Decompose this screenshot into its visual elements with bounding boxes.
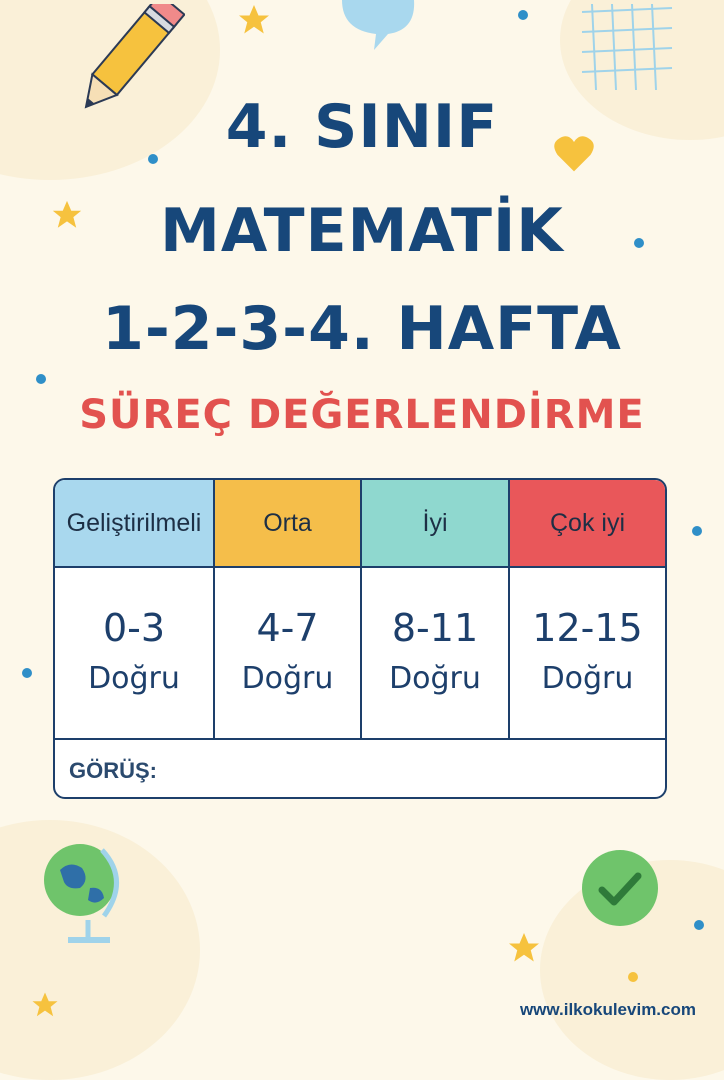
dot-decoration — [518, 10, 528, 20]
score-range: 0-3 — [102, 606, 166, 650]
website-link[interactable]: www.ilkokulevim.com — [519, 1000, 696, 1019]
check-icon — [580, 848, 660, 928]
score-range: 4-7 — [256, 606, 319, 650]
subtitle: SÜREÇ DEĞERLENDİRME — [79, 392, 645, 438]
table-header-row — [55, 480, 665, 568]
opinion-label: GÖRÜŞ: — [69, 757, 157, 783]
score-unit: Doğru — [541, 661, 634, 696]
title-line-1: 4. SINIF — [225, 92, 499, 162]
dot-decoration — [36, 374, 46, 384]
speech-bubble-icon — [338, 0, 418, 52]
globe-icon — [40, 840, 136, 948]
header-cell: İyi — [362, 480, 510, 566]
value-cell — [362, 568, 510, 738]
star-icon — [236, 2, 272, 38]
star-icon — [30, 990, 60, 1020]
score-unit: Doğru — [88, 661, 180, 696]
dot-decoration — [628, 972, 638, 982]
star-icon — [506, 930, 542, 966]
score-unit: Doğru — [241, 661, 334, 696]
value-cell — [510, 568, 665, 738]
dot-decoration — [692, 526, 702, 536]
header-cell: Geliştirilmeli — [55, 480, 215, 566]
grid-paper-icon — [572, 2, 682, 94]
score-unit: Doğru — [389, 661, 481, 696]
title-line-3: 1-2-3-4. HAFTA — [102, 294, 622, 364]
score-range: 8-11 — [391, 606, 479, 650]
table-value-row — [55, 568, 665, 740]
evaluation-table — [53, 478, 667, 799]
header-cell: Orta — [215, 480, 362, 566]
value-cell — [55, 568, 215, 738]
value-cell — [215, 568, 362, 738]
opinion-field[interactable] — [55, 740, 665, 799]
dot-decoration — [22, 668, 32, 678]
dot-decoration — [694, 920, 704, 930]
score-range: 12-15 — [532, 606, 643, 650]
title-line-2: MATEMATİK — [160, 196, 564, 266]
header-cell: Çok iyi — [510, 480, 665, 566]
